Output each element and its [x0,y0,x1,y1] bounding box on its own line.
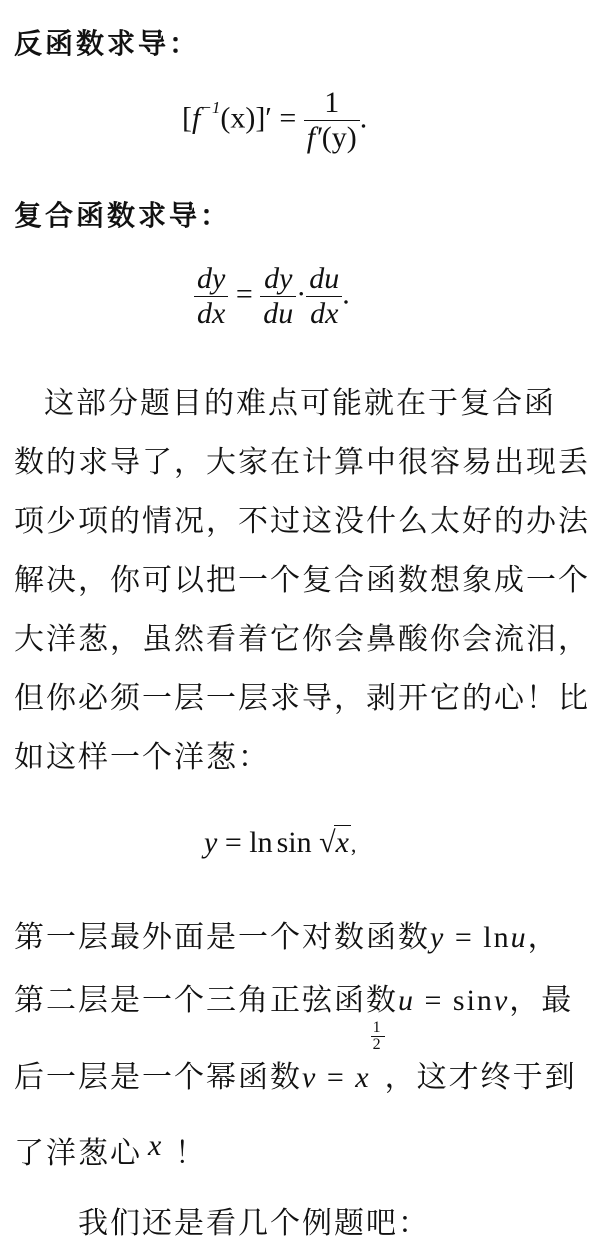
layer-2-math [398,984,509,1017]
layer-3-text: 后一层是一个幂函数 [14,1060,302,1095]
fraction-den-arg: (y) [321,121,357,154]
math-v: v [493,984,510,1017]
inverse-derivative-heading: 反函数求导： [14,27,201,60]
layer-2-text: 第二层是一个三角正弦函数 [14,983,398,1018]
chain-f1-num: dy [194,262,228,297]
layer-1-math [430,921,528,954]
layer-3-end: ，这才终于到 [384,1060,577,1095]
chain-f3-den: dx [310,297,339,330]
chain-f3-num: du [306,262,342,297]
example-ln: ln [249,826,273,859]
layer-4-end: ！ [163,1136,207,1171]
sqrt-icon: √ [319,826,336,859]
example-formula [204,826,356,860]
formula-bracket-open: [ [182,101,192,135]
layer-4-math [148,1129,163,1162]
layer-line-4 [14,1128,207,1172]
layer-1-end: ， [527,920,560,955]
power-den: 2 [372,1036,383,1053]
paragraph-line-7: 如这样一个洋葱： [14,740,270,775]
math-u: u [510,921,528,954]
power-num: 1 [372,1019,383,1036]
chain-fraction-1 [194,262,228,331]
math-v: v [302,1061,318,1094]
inverse-derivative-formula [182,86,367,155]
layer-line-3 [14,1019,577,1096]
formula-fraction [304,86,360,155]
math-x: x [355,1061,371,1094]
chain-dot: · [296,277,307,311]
layer-1-text: 第一层最外面是一个对数函数 [14,920,430,955]
formula-f: f [192,101,201,135]
example-sqrt [319,826,351,860]
example-y: y [204,826,218,859]
math-x: x [148,1129,164,1162]
chain-f2-den: du [263,297,294,330]
fraction-numerator: 1 [304,86,360,121]
example-equals: = [224,826,242,859]
chain-period: . [342,277,350,311]
layer-line-1 [14,912,560,956]
example-sin: sin [276,826,312,859]
fraction-den-f: f′ [306,121,322,154]
closing-line: 我们还是看几个例题吧： [78,1206,430,1241]
paragraph-line-1: 这部分题目的难点可能就在于复合函 [44,386,556,421]
chain-f2-num: dy [260,262,296,297]
layer-line-2 [14,975,573,1019]
chain-equals: = [235,277,253,311]
math-y: y [430,921,446,954]
chain-f1-den: dx [197,297,226,330]
layer-2-end: ，最 [509,983,574,1018]
math-eq-ln: = ln [445,921,511,954]
paragraph-line-6: 但你必须一层一层求导，剥开它的心！比 [14,681,590,716]
power-fraction [371,1020,385,1053]
layer-4-text: 了洋葱心 [14,1136,142,1171]
formula-bracket-close: ]′ [255,101,272,135]
math-eq: = [317,1061,356,1094]
paragraph-line-5: 大洋葱，虽然看着它你会鼻酸你会流泪， [14,622,590,657]
formula-period: . [359,101,368,135]
paragraph-line-4: 解决，你可以把一个复合函数想象成一个 [14,563,590,598]
formula-equals: = [279,101,297,135]
paragraph-line-2: 数的求导了，大家在计算中很容易出现丢 [14,445,590,480]
example-comma: , [350,832,357,857]
formula-exponent: −1 [200,98,221,118]
math-eq-sin: = sin [415,984,494,1017]
math-u: u [398,984,415,1017]
formula-arg: (x) [220,101,256,135]
example-x: x [335,826,349,859]
composite-derivative-heading: 复合函数求导： [14,199,232,232]
paragraph-line-3: 项少项的情况，不过这没什么太好的办法 [14,504,590,539]
layer-3-math [302,1019,385,1094]
chain-rule-formula [194,262,350,331]
chain-fraction-2 [260,262,296,331]
chain-fraction-3 [306,262,342,331]
